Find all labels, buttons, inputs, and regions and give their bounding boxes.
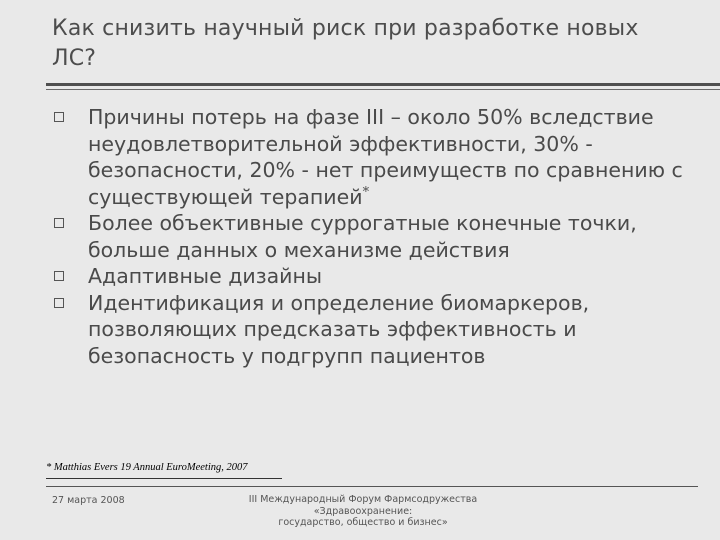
footnote-citation: * Matthias Evers 19 Annual EuroMeeting, 2007 <box>46 462 248 473</box>
slide-title: Как снизить научный риск при разработке новых ЛС? <box>52 16 639 71</box>
bullet-text: Более объективные суррогатные конечные точки, больше данных о механизме действия <box>88 211 637 262</box>
footer-date: 27 марта 2008 <box>52 495 125 506</box>
footer-event <box>238 494 488 529</box>
bullet-list <box>52 104 692 369</box>
bullet-item <box>52 210 692 263</box>
bullet-text: Причины потерь на фазе III – около 50% вследствие неудовлетворительной эффективности, 30% - безопасности, 20% - нет преимуществ по сравнению с существующей терапией <box>88 105 683 209</box>
bullet-item <box>52 104 692 210</box>
bullet-item <box>52 263 692 290</box>
title-divider-thin <box>46 89 720 90</box>
title-divider-thick <box>46 83 720 86</box>
bullet-item <box>52 290 692 370</box>
footer-event-line: государство, общество и бизнес» <box>278 517 448 528</box>
footer-event-line: «Здравоохранение: <box>313 505 413 517</box>
footnote-marker: * <box>362 184 370 200</box>
footnote-divider <box>46 478 282 479</box>
footer-event-line: III Международный Форум Фармсодружества <box>248 494 478 505</box>
square-bullet-icon <box>54 271 64 281</box>
square-bullet-icon <box>54 218 64 228</box>
bullet-text: Адаптивные дизайны <box>88 264 323 288</box>
square-bullet-icon <box>54 298 64 308</box>
bullet-text: Идентификация и определение биомаркеров, позволяющих предсказать эффективность и безопасность у подгрупп пациентов <box>88 290 590 368</box>
footer-divider <box>46 486 698 487</box>
square-bullet-icon <box>54 112 64 122</box>
